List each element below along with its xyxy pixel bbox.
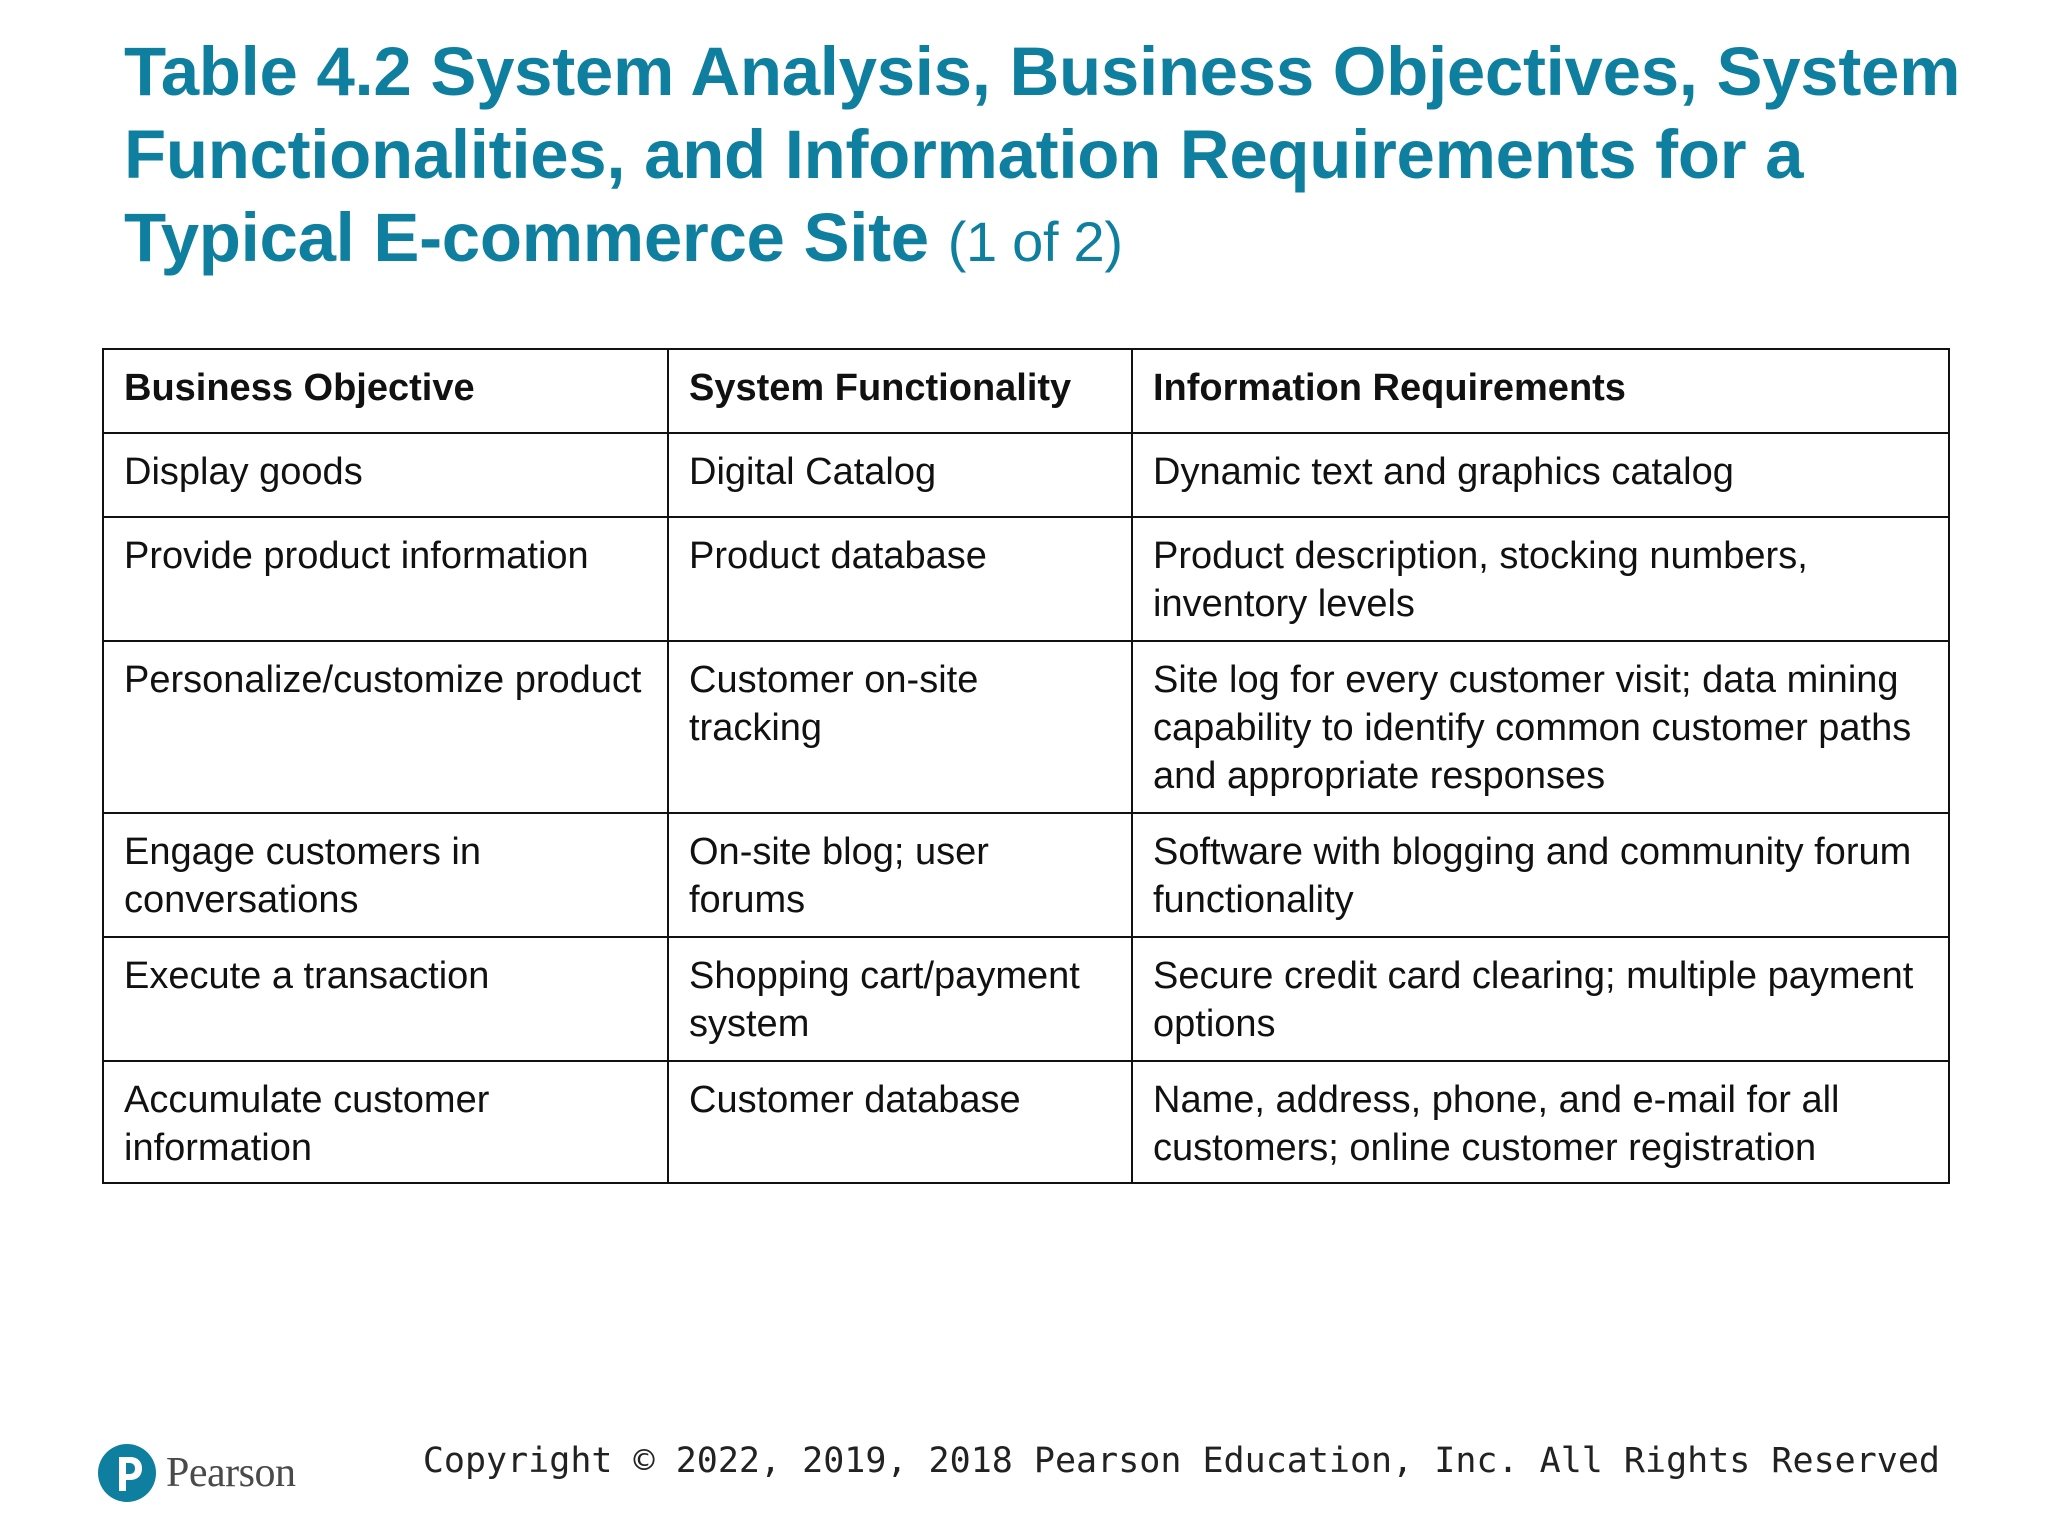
cell-business-objective: Engage customers in conversations (103, 813, 668, 937)
copyright-notice: Copyright © 2022, 2019, 2018 Pearson Education, Inc. All Rights Reserved (422, 1441, 1940, 1481)
cell-business-objective: Personalize/customize product (103, 641, 668, 813)
cell-information-requirements: Secure credit card clearing; multiple payment options (1132, 937, 1949, 1061)
slide-title (124, 30, 1984, 283)
cell-business-objective: Accumulate customer information (103, 1061, 668, 1183)
slide-title-main: Table 4.2 System Analysis, Business Objectives, System Functionalities, and Information Requirements for a Typical E-commerce Site (124, 33, 1961, 276)
cell-business-objective: Execute a transaction (103, 937, 668, 1061)
header-system-functionality: System Functionality (668, 349, 1132, 433)
cell-information-requirements: Site log for every customer visit; data mining capability to identify common customer paths and appropriate responses (1132, 641, 1949, 813)
table-row (103, 813, 1949, 937)
table-row (103, 1061, 1949, 1183)
cell-information-requirements: Software with blogging and community forum functionality (1132, 813, 1949, 937)
header-business-objective: Business Objective (103, 349, 668, 433)
requirements-table-container (102, 348, 1948, 1184)
table-row (103, 641, 1949, 813)
table-header-row (103, 349, 1949, 433)
cell-system-functionality: On-site blog; user forums (668, 813, 1132, 937)
pearson-logo-text: Pearson (166, 1450, 296, 1496)
table-row (103, 433, 1949, 517)
cell-system-functionality: Product database (668, 517, 1132, 641)
cell-system-functionality: Digital Catalog (668, 433, 1132, 517)
cell-information-requirements: Name, address, phone, and e-mail for all customers; online customer registration (1132, 1061, 1949, 1183)
pearson-p-logo-icon (98, 1444, 156, 1502)
table-row (103, 937, 1949, 1061)
cell-business-objective: Provide product information (103, 517, 668, 641)
cell-system-functionality: Customer database (668, 1061, 1132, 1183)
pearson-logo (98, 1442, 295, 1504)
cell-business-objective: Display goods (103, 433, 668, 517)
cell-system-functionality: Shopping cart/payment system (668, 937, 1132, 1061)
slide-title-part: (1 of 2) (947, 210, 1123, 273)
cell-information-requirements: Product description, stocking numbers, inventory levels (1132, 517, 1949, 641)
cell-system-functionality: Customer on-site tracking (668, 641, 1132, 813)
cell-information-requirements: Dynamic text and graphics catalog (1132, 433, 1949, 517)
header-information-requirements: Information Requirements (1132, 349, 1949, 433)
table-row (103, 517, 1949, 641)
requirements-table (102, 348, 1950, 1184)
